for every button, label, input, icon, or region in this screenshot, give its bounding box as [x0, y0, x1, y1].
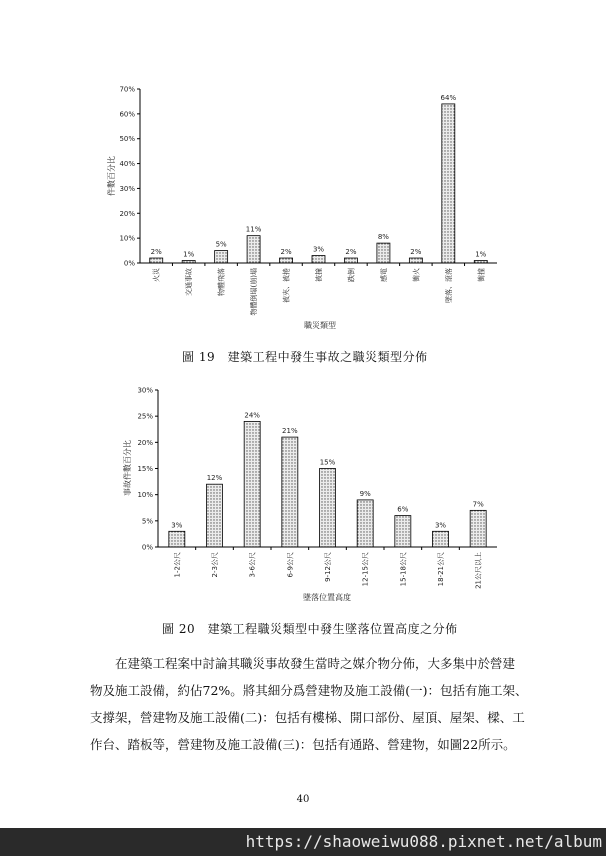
y-tick-label: 30% [137, 386, 153, 395]
bar-value-label: 15% [319, 458, 336, 467]
category-label: 15-18公尺 [399, 552, 408, 587]
bar-value-label: 3% [312, 245, 325, 254]
y-tick-label: 10% [137, 491, 153, 500]
y-tick-label: 5% [141, 517, 153, 526]
bar [320, 469, 336, 548]
bar [395, 516, 411, 547]
category-label: 衝火 [412, 268, 421, 282]
y-tick-label: 50% [119, 135, 135, 144]
bar [433, 531, 449, 547]
category-label: 交通事故 [185, 268, 194, 296]
category-label: 3-6公尺 [248, 552, 257, 578]
y-tick-label: 25% [137, 412, 153, 421]
bar-value-label: 5% [215, 240, 227, 249]
category-label: 18-21公尺 [437, 552, 445, 587]
y-tick-label: 20% [137, 438, 153, 447]
category-label: 跌倒 [347, 268, 356, 282]
bar-value-label: 11% [245, 225, 262, 234]
category-label: 21公尺以上 [474, 552, 483, 589]
bar [244, 421, 260, 547]
bar-value-label: 6% [397, 505, 409, 514]
chart1-y-axis-title: 件數百分比 [107, 156, 116, 196]
category-label: 墜落、滾落 [444, 268, 453, 303]
y-tick-label: 20% [119, 209, 135, 218]
bar-value-label: 2% [150, 248, 162, 257]
y-tick-label: 0% [123, 259, 135, 268]
paragraph-line: 支撐架，營建物及施工設備(二)：包括有樓梯、開口部份、屋頂、屋架、樑、工 [90, 710, 525, 725]
bar-value-label: 3% [434, 521, 447, 530]
category-label: 物體倒塌(崩)塌 [250, 268, 259, 316]
bar [282, 437, 298, 547]
bar [357, 500, 373, 547]
bar-value-label: 3% [171, 521, 183, 530]
bar-value-label: 8% [377, 233, 389, 242]
paragraph-line: 在建築工程案中討論其職災事故發生當時之媒介物分佈，大多集中於營建 [90, 656, 516, 671]
category-label: 6-9公尺 [286, 552, 295, 578]
bar-value-label: 2% [410, 248, 422, 257]
category-label: 火災 [152, 268, 161, 282]
figure-19-caption: 圖 19 建築工程中發生事故之職災類型分佈 [182, 350, 428, 364]
bar-value-label: 1% [475, 250, 487, 259]
bar [470, 510, 486, 547]
category-label: 被撞 [315, 268, 323, 282]
bar-value-label: 2% [345, 248, 357, 257]
body-paragraph [90, 650, 530, 758]
bar-value-label: 21% [282, 427, 298, 436]
bar-value-label: 2% [280, 248, 292, 257]
bar-value-label: 24% [244, 411, 260, 420]
paragraph-line: 作台、踏板等，營建物及施工設備(三)：包括有通路、營建物，如圖22所示。 [90, 737, 516, 752]
y-tick-label: 70% [119, 85, 135, 94]
category-label: 12-15公尺 [361, 552, 370, 587]
category-label: 被夾、被捲 [282, 268, 291, 303]
bar-value-label: 12% [206, 474, 223, 483]
y-tick-label: 15% [137, 465, 153, 473]
category-label: 衝撞 [477, 268, 486, 282]
chart2-x-axis-title: 墜落位置高度 [303, 593, 351, 602]
bar-value-label: 64% [440, 93, 457, 102]
category-label: 感電 [379, 268, 388, 282]
y-tick-label: 60% [119, 110, 135, 119]
watermark-url-banner: https://shaoweiwu088.pixnet.net/album [0, 828, 606, 856]
bar-value-label: 7% [472, 500, 484, 509]
category-label: 1-2公尺 [173, 552, 182, 578]
figure-20-caption: 圖 20 建築工程職災類型中發生墜落位置高度之分佈 [162, 622, 458, 636]
y-tick-label: 10% [119, 234, 135, 243]
category-label: 物體飛落 [217, 268, 226, 296]
paragraph-line: 物及施工設備，約佔72%。將其細分爲營建物及施工設備(一)：包括有施工架、 [90, 683, 528, 698]
y-tick-label: 0% [141, 543, 153, 552]
bar [169, 531, 185, 547]
bar-value-label: 9% [359, 489, 371, 498]
bar [207, 484, 223, 547]
chart1-x-axis-title: 職災類型 [304, 321, 336, 330]
bar-value-label: 1% [183, 250, 195, 259]
y-tick-label: 30% [119, 184, 135, 193]
category-label: 9-12公尺 [324, 552, 332, 582]
category-label: 2-3公尺 [211, 552, 219, 578]
chart2-y-axis-title: 事故件數百分比 [123, 440, 132, 496]
y-tick-label: 40% [119, 160, 135, 169]
page-number: 40 [296, 794, 310, 805]
